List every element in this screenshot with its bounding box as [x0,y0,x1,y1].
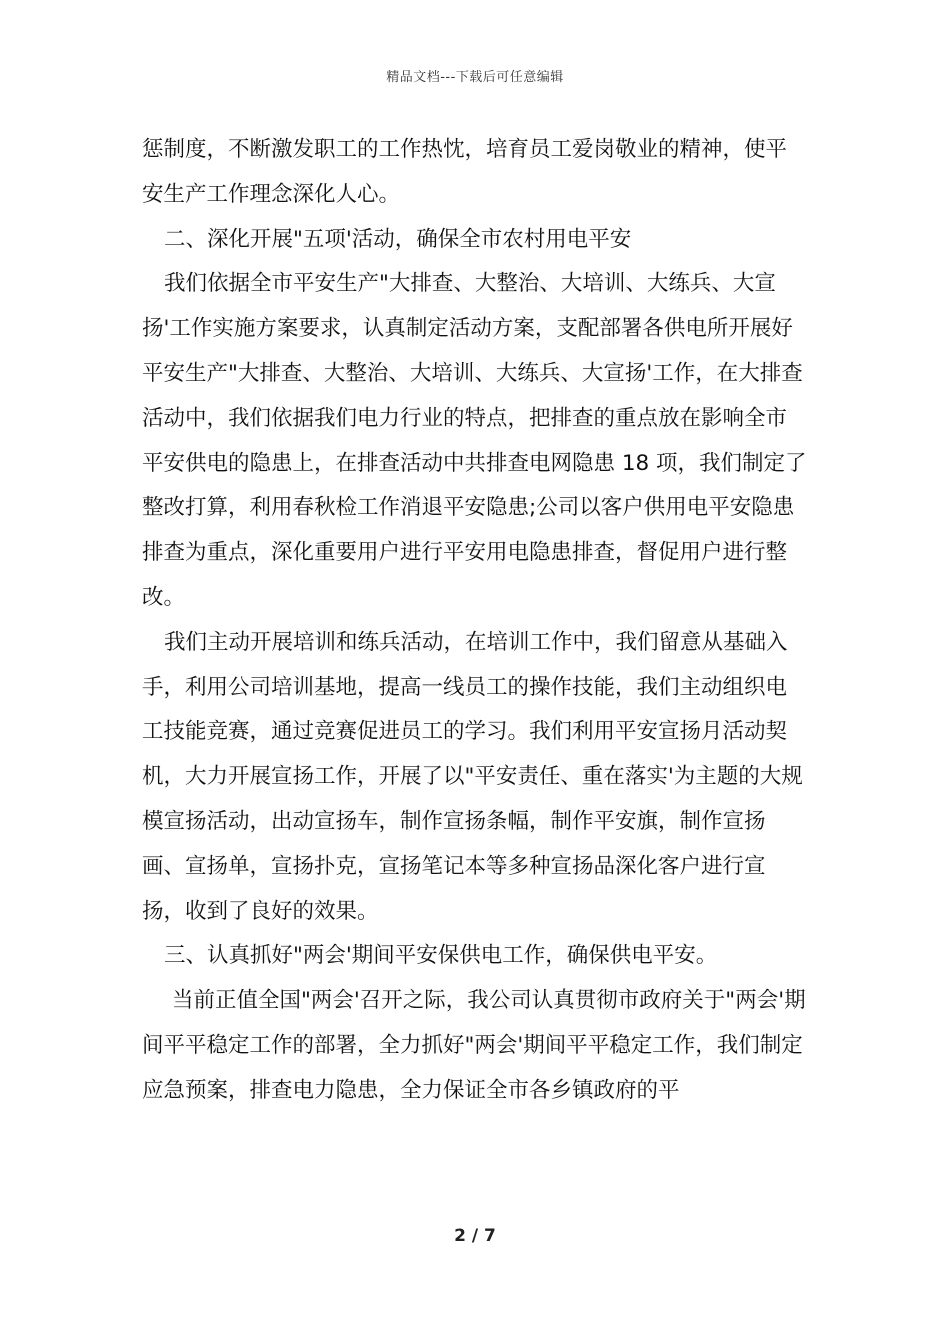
document-body [142,128,808,1114]
section-heading-3: 三、认真抓好"两会'期间平安保供电工作，确保供电平安。 [164,943,718,969]
page-header: 精品文档---下载后可任意编辑 [386,70,564,85]
paragraph: 我们主动开展培训和练兵活动，在培训工作中，我们留意从基础入手，利用公司培训基地，提高一线员工的操作技能，我们主动组织电工技能竞赛，通过竞赛促进员工的学习。我们利用平安宣扬月活动契机，大力开展宣扬工作，开展了以"平安责任、重在落实'为主题的大规模宣扬活动，出动宣扬车，制作宣扬条幅，制作平安旗，制作宣扬画、宣扬单，宣扬扑克，宣扬笔记本等多种宣扬品深化客户进行宣扬，收到了良好的效果。 [142,629,803,924]
paragraph: 当前正值全国"两会'召开之际，我公司认真贯彻市政府关于"两会'期间平平稳定工作的部署，全力抓好"两会'期间平平稳定工作，我们制定应急预案，排查电力隐患，全力保证全市各乡镇政府的平 [142,988,806,1103]
paragraph-continuation: 惩制度，不断激发职工的工作热忱，培育员工爱岗敬业的精神，使平安生产工作理念深化人心。 [142,137,788,207]
paragraph: 我们依据全市平安生产"大排查、大整治、大培训、大练兵、大宣扬'工作实施方案要求，认真制定活动方案，支配部署各供电所开展好平安生产"大排查、大整治、大培训、大练兵、大宣扬'工作，在大排查活动中，我们依据我们电力行业的特点，把排查的重点放在影响全市平安供电的隐患上，在排查活动中共排查电网隐患 18 项，我们制定了整改打算，利用春秋检工作消退平安隐患;公司以客户供用电平安隐患排查为重点，深化重要用户进行平安用电隐患排查，督促用户进行整改。 [142,271,807,610]
section-heading-2: 二、深化开展"五项'活动，确保全市农村用电平安 [164,226,632,252]
page-number: 2 / 7 [454,1226,496,1246]
